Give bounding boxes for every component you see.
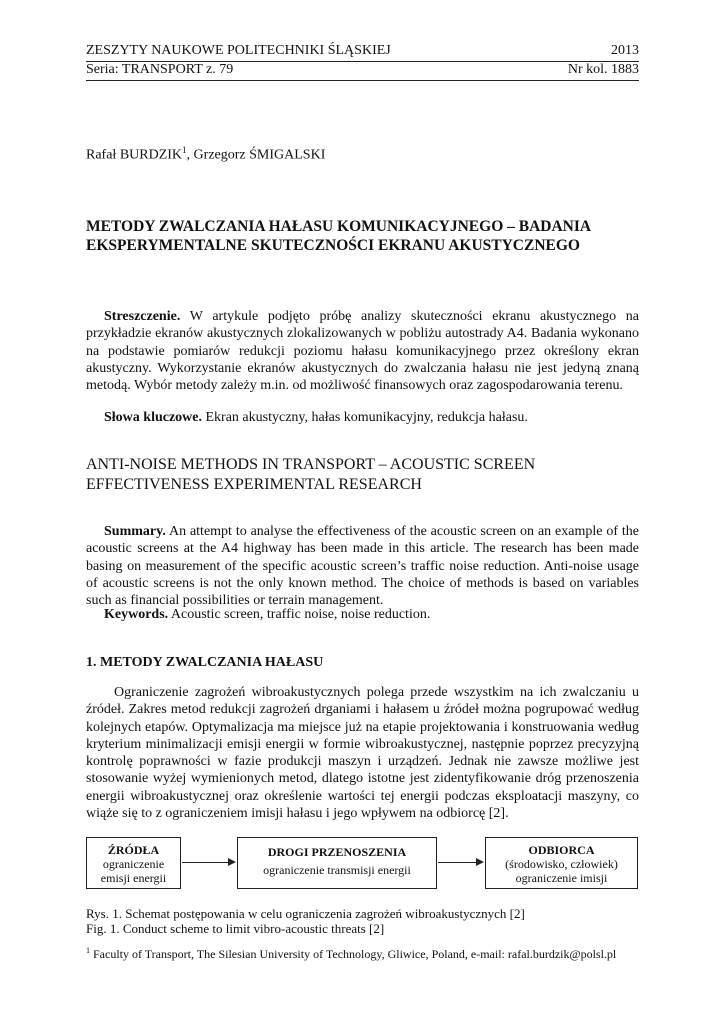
abstract-en-text: An attempt to analyse the effectiveness of the acoustic screen on an example of the acoustic screens at the A4 highway has been made in this article. The research has been made basing on measurement of the specific acoustic screen’s traffic noise reduction. Anti-noise usage of acoustic screens is not the only known method. The choice of methods is based on variables such as financial possibilities or terrain management. — [86, 524, 639, 609]
figure-caption-pl: Rys. 1. Schemat postępowania w celu ograniczenia zagrożeń wibroakustycznych [2] — [86, 906, 525, 921]
abstract-en-label: Summary. — [104, 524, 166, 539]
keywords-en-text: Acoustic screen, traffic noise, noise reduction. — [168, 607, 431, 622]
keywords-pl-label: Słowa kluczowe. — [104, 410, 202, 425]
abstract-en — [86, 523, 639, 609]
keywords-en-label: Keywords. — [104, 607, 169, 622]
paper-title-en: ANTI-NOISE METHODS IN TRANSPORT – ACOUSTIC SCREEN EFFECTIVENESS EXPERIMENTAL RESEARCH — [86, 456, 536, 493]
footnote-text: Faculty of Transport, The Silesian University of Technology, Gliwice, Poland, e-mail: rafal.burdzik@polsl.pl — [90, 947, 617, 961]
footnote — [86, 944, 646, 961]
abstract-pl-label: Streszczenie. — [104, 309, 181, 324]
author-line — [86, 145, 325, 164]
receiver-line2: ograniczenie imisji — [515, 871, 608, 885]
author-rest: , Grzegorz ŚMIGALSKI — [186, 147, 326, 163]
figure-caption-en: Fig. 1. Conduct scheme to limit vibro-acoustic threats [2] — [86, 921, 385, 936]
author-affiliation-mark: 1 — [182, 145, 187, 155]
series-label: Seria: TRANSPORT z. 79 — [86, 62, 234, 77]
diagram-box-source — [86, 837, 181, 889]
keywords-pl — [86, 409, 639, 426]
footnote-mark: 1 — [86, 946, 90, 955]
header-rule-bottom — [86, 80, 639, 81]
keywords-pl-text: Ekran akustyczny, hałas komunikacyjny, redukcja hałasu. — [202, 410, 528, 425]
source-line1: ograniczenie — [102, 857, 165, 871]
receiver-line1: (środowisko, człowiek) — [505, 857, 618, 871]
path-title: DROGI PRZENOSZENIA — [267, 845, 407, 859]
author-first: Rafał BURDZIK — [86, 147, 183, 163]
journal-header-row — [86, 43, 639, 59]
diagram-arrow-2 — [438, 862, 482, 863]
journal-name: ZESZYTY NAUKOWE POLITECHNIKI ŚLĄSKIEJ — [86, 43, 391, 58]
keywords-en — [86, 606, 639, 623]
abstract-pl — [86, 308, 639, 394]
issue-number: Nr kol. 1883 — [567, 62, 639, 77]
series-header-row — [86, 62, 639, 78]
paper-title-pl: METODY ZWALCZANIA HAŁASU KOMUNIKACYJNEGO – BADANIA EKSPERYMENTALNE SKUTECZNOŚCI EKRANU AKUSTYCZNEGO — [86, 218, 591, 254]
path-line1: ograniczenie transmisji energii — [263, 863, 411, 877]
source-title: ŹRÓDŁA — [107, 843, 160, 857]
journal-year: 2013 — [611, 43, 639, 58]
section-heading: 1. METODY ZWALCZANIA HAŁASU — [86, 655, 324, 670]
abstract-pl-text: W artykule podjęto próbę analizy skuteczności ekranu akustycznego na przykładzie ekranów akustycznych zlokalizowanych w pobliżu autostrady A4. Badania wykonano na podstawie pomiarów redukcji poziomu hałasu komunikacyjnego przez określony ekran akustyczny. Wykorzystanie ekranów akustycznych do zwalczania hałasu nie jest jedyną znaną metodą. Wybór metody zależy m.in. od możliwość finansowych oraz zagospodarowania terenu. — [86, 309, 639, 394]
diagram-box-receiver — [485, 837, 638, 889]
diagram-box-path — [237, 837, 437, 889]
receiver-title: ODBIORCA — [528, 843, 595, 857]
diagram-arrow-1 — [182, 862, 234, 863]
section-paragraph: Ograniczenie zagrożeń wibroakustycznych polega przede wszystkim na ich zwalczaniu u źródeł. Zakres metod redukcji zagrożeń drganiami i hałasem u źródeł można pogrupować według kolejnych etapów. Optymalizacja ma miejsce już na etapie projektowania i konstruowania według kryterium minimalizacji emisji energii w formie wibroakustycznej, następnie poprzez precyzyjną kontrolę poprawności w fazie produkcji maszyn i urządzeń. Jednak nie zawsze możliwe jest stosowanie wyżej wymienionych metod, dlatego istotne jest zidentyfikowanie dróg przenoszenia energii wibroakustycznej oraz określenie wartości tej energii podczas eksploatacji maszyny, co wiąże się to z ograniczeniem imisji hałasu i jego wpływem na odbiorcę [2]. — [86, 685, 639, 822]
source-line2: emisji energii — [100, 871, 167, 885]
